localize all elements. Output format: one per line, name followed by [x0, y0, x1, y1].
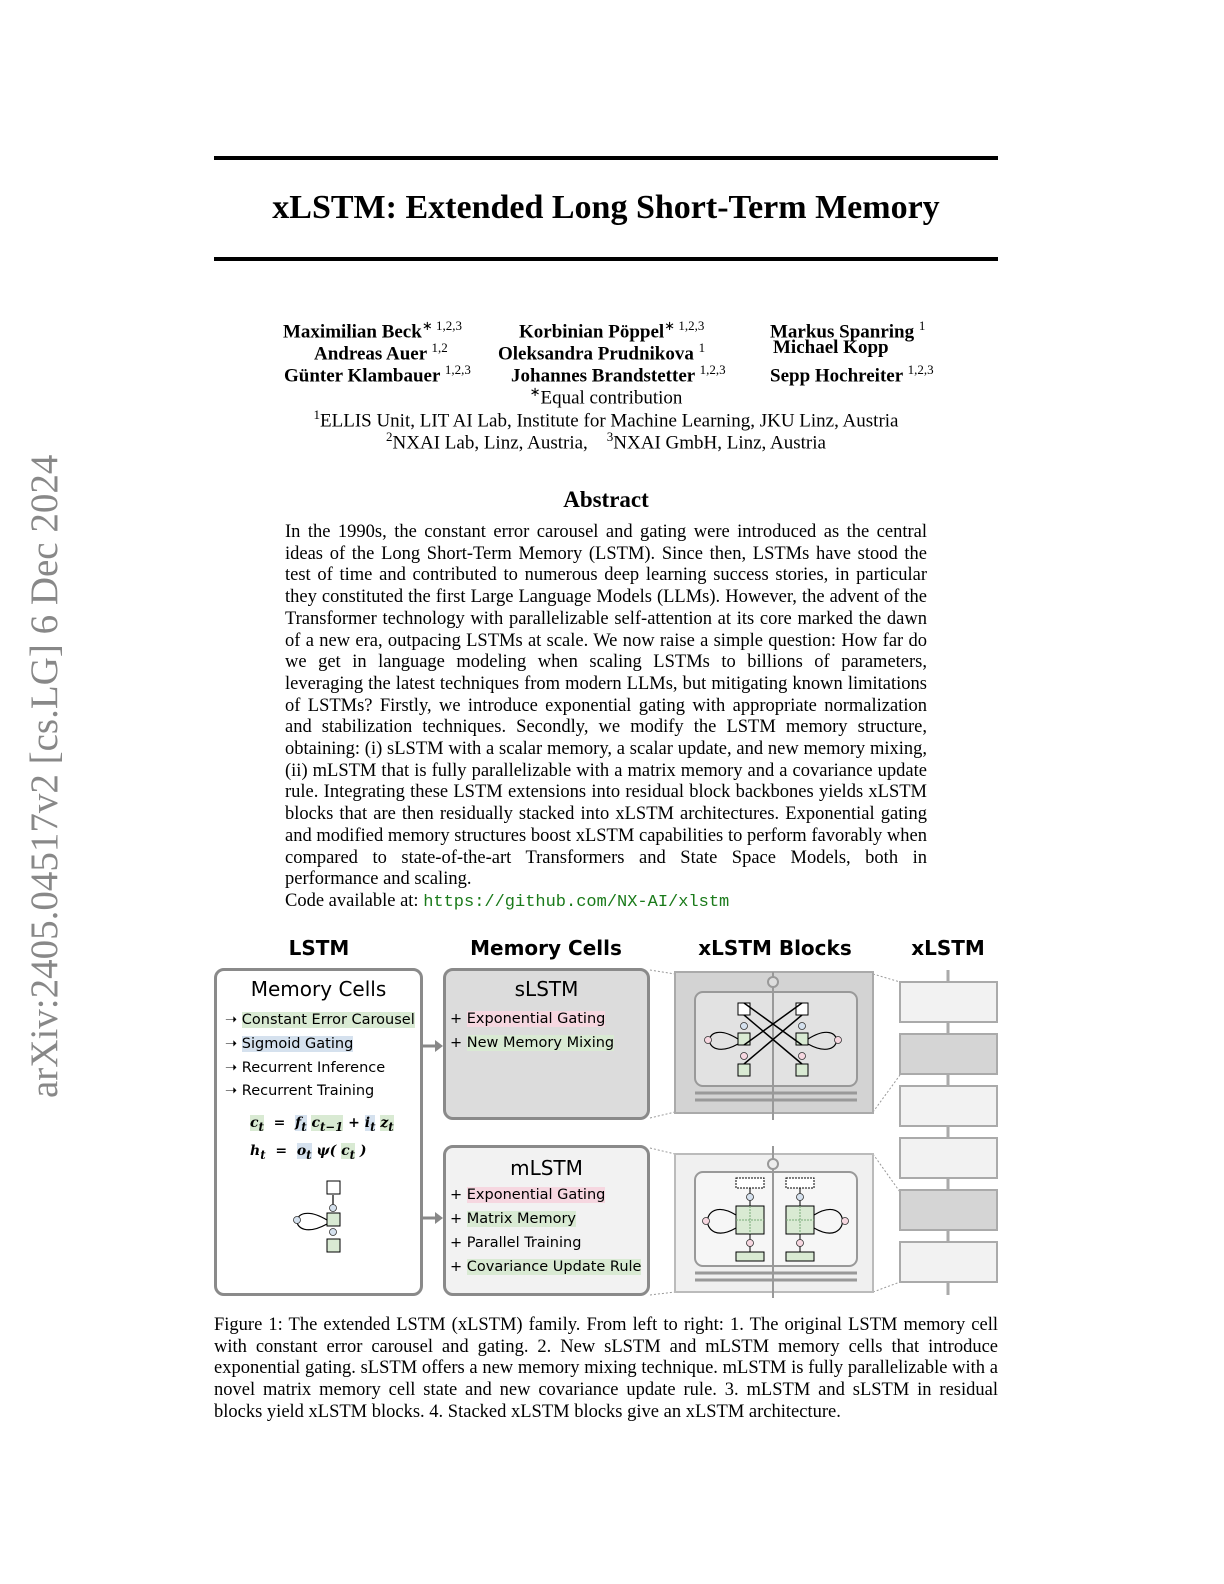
- arrow-to-mlstm: [421, 1208, 445, 1228]
- code-label: Code available at:: [285, 890, 419, 911]
- lstm-item: ➝ Recurrent Inference: [225, 1060, 386, 1076]
- arrow-to-slstm: [421, 1036, 445, 1056]
- slstm-block: [675, 972, 873, 1120]
- author: Sepp Hochreiter $^{1,2,3}$: [770, 362, 934, 387]
- mlstm-item: + Matrix Memory: [450, 1211, 576, 1227]
- arxiv-sidebar: arXiv:2405.04517v2 [cs.LG] 6 Dec 2024: [23, 454, 66, 1098]
- mlstm-item: + Parallel Training: [450, 1235, 582, 1251]
- code-link[interactable]: https://github.com/NX-AI/xlstm: [423, 892, 730, 912]
- xlstm-stack: [900, 970, 997, 1295]
- lstm-cell-diagram: [287, 1176, 357, 1261]
- affiliation-1: $^1$ELLIS Unit, LIT AI Lab, Institute for Machine Learning, JKU Linz, Austria: [313, 407, 899, 432]
- author: Oleksandra Prudnikova $^1$: [498, 340, 706, 365]
- author: Michael Kopp: [773, 337, 889, 358]
- lstm-item: ➝ Recurrent Training: [225, 1083, 375, 1099]
- mlstm-item: + Exponential Gating: [450, 1187, 606, 1203]
- figure-header-memory-cells: Memory Cells: [470, 936, 622, 960]
- figure-header-lstm: LSTM: [288, 936, 350, 960]
- lstm-item: ➝ Sigmoid Gating: [225, 1036, 354, 1052]
- lstm-item: ➝ Constant Error Carousel: [225, 1012, 415, 1028]
- title-top-rule: [214, 156, 998, 160]
- author: Maximilian Beck$^{∗ 1,2,3}$: [283, 318, 462, 343]
- paper-title: xLSTM: Extended Long Short-Term Memory: [272, 189, 940, 226]
- title-bottom-rule: [214, 257, 998, 261]
- figure-header-xlstm: xLSTM: [911, 936, 985, 960]
- hidden-state-equation: $h_t = o_t$ ψ( $c_t$ ): [250, 1143, 367, 1162]
- slstm-item: + Exponential Gating: [450, 1011, 606, 1027]
- figure-caption: Figure 1: The extended LSTM (xLSTM) family. From left to right: 1. The original LSTM memory cell with constant error carousel and gating. 2. New sLSTM and mLSTM memory cells that introduce exponential gating. sLSTM offers a new memory mixing technique. mLSTM is fully parallelizable with a novel matrix memory cell state and new covariance update rule. 3. mLSTM and sLSTM in residual blocks yield xLSTM blocks. 4. Stacked xLSTM blocks give an xLSTM architecture.: [214, 1315, 998, 1422]
- figure-header-xlstm-blocks: xLSTM Blocks: [698, 936, 852, 960]
- equal-contribution-note: ∗Equal contribution: [529, 384, 683, 409]
- lstm-panel-title: Memory Cells: [250, 977, 387, 1001]
- mlstm-block: [675, 1146, 873, 1298]
- mlstm-item: + Covariance Update Rule: [450, 1259, 642, 1275]
- lstm-panel: [214, 968, 423, 1296]
- abstract-text: In the 1990s, the constant error carousel and gating were introduced as the central ideas of the Long Short-Term Memory (LSTM). Since then, LSTMs have stood the test of time and contributed to numerous deep learning success stories, in particular they constituted the first Large Language Models (LLMs). However, the advent of the Transformer technology with parallelizable self-attention at its core marked the dawn of a new era, outpacing LSTMs at scale. We now raise a simple question: How far do we get in language modeling when scaling LSTMs to billions of parameters, leveraging the latest techniques from modern LLMs, but mitigating known limitations of LSTMs? Firstly, we introduce exponential gating with appropriate normalization and stabilization techniques. Secondly, we modify the LSTM memory structure, obtaining: (i) sLSTM with a scalar memory, a scalar update, and new memory mixing, (ii) mLSTM that is fully parallelizable with a matrix memory and a covariance update rule. Integrating these LSTM extensions into residual block backbones yields xLSTM blocks that are then residually stacked into xLSTM architectures. Exponential gating and modified memory structures boost xLSTM capabilities to perform favorably when compared to state-of-the-art Transformers and State Space Models, both in performance and scaling.: [285, 522, 927, 890]
- author: Andreas Auer $^{1,2}$: [314, 340, 448, 365]
- slstm-panel-title: sLSTM: [514, 977, 579, 1001]
- abstract-body: [285, 522, 927, 914]
- affiliation-2-3: $^2$NXAI Lab, Linz, Austria, $^3$NXAI GmbH, Linz, Austria: [386, 429, 826, 454]
- slstm-panel: [443, 968, 650, 1120]
- slstm-item: + New Memory Mixing: [450, 1035, 615, 1051]
- mlstm-panel: [443, 1145, 650, 1296]
- author: Korbinian Pöppel$^{∗ 1,2,3}$: [519, 318, 705, 343]
- mlstm-panel-title: mLSTM: [510, 1156, 583, 1180]
- author: Johannes Brandstetter $^{1,2,3}$: [511, 362, 726, 387]
- xlstm-blocks-diagram: [640, 960, 1010, 1305]
- cell-state-equation: $c_t = f_t$ $c_{t-1} + i_t$ $z_t$: [250, 1115, 394, 1134]
- author: Markus Spanring $^1$: [770, 318, 926, 343]
- author: Günter Klambauer $^{1,2,3}$: [284, 362, 471, 387]
- abstract-heading: Abstract: [563, 487, 649, 512]
